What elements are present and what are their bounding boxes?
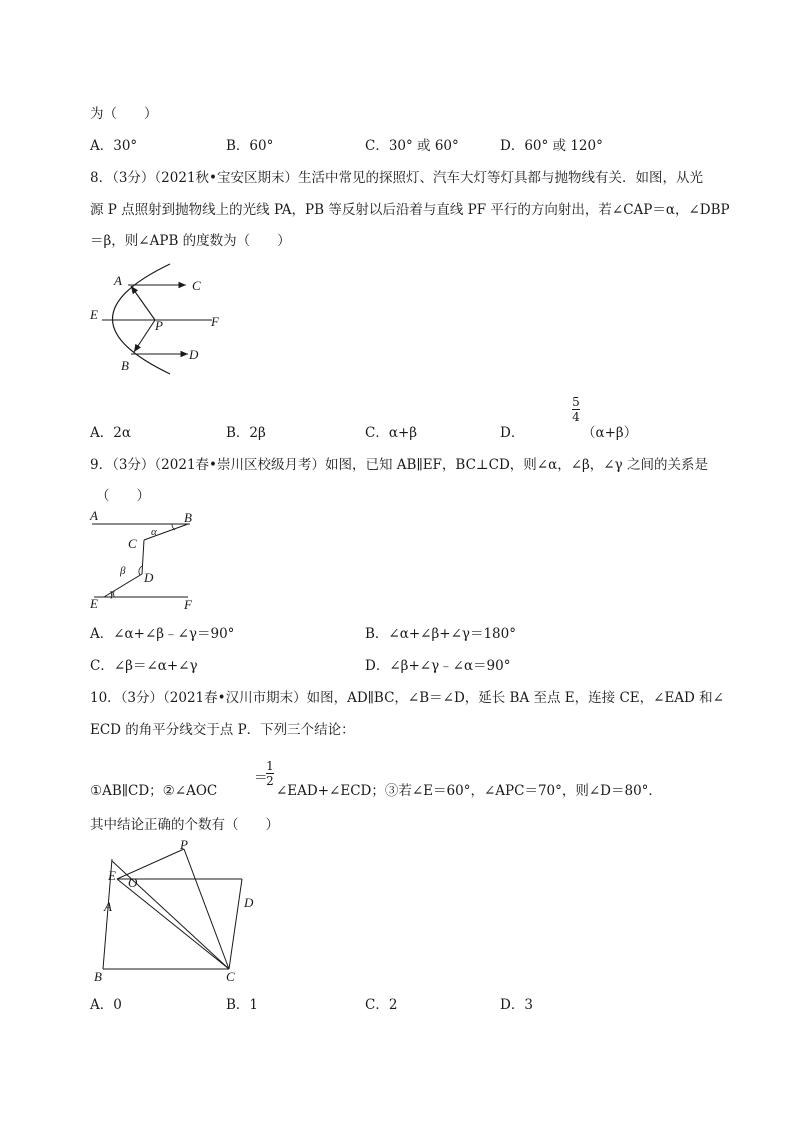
- label-f: F: [184, 597, 192, 612]
- q10-figure-quadrilateral: [86, 837, 266, 987]
- fraction-denominator: 2: [266, 774, 274, 788]
- q8-option-d-tail: （α+β）: [582, 425, 638, 441]
- fraction-numerator: 5: [572, 395, 580, 409]
- q10-stem-line2: ECD 的角平分线交于点 P．下列三个结论：: [90, 722, 355, 738]
- q8-option-d-fraction: [572, 396, 580, 423]
- q7-option-a[interactable]: A．30°: [90, 138, 138, 154]
- q10-conclusion-part1: ①AB∥CD；②∠AOC: [90, 783, 218, 799]
- label-a: A: [114, 273, 122, 288]
- label-d: D: [244, 895, 254, 910]
- q10-conclusion-eq: ＝: [254, 770, 268, 786]
- label-beta: β: [120, 565, 126, 577]
- q9-figure-parallel-lines: [84, 508, 214, 618]
- q8-option-d[interactable]: D．: [500, 425, 525, 441]
- label-e: E: [90, 596, 98, 611]
- label-p: P: [180, 837, 188, 852]
- q10-option-a[interactable]: A．0: [90, 997, 122, 1013]
- q9-stem-line1: 9．（3分）（2021春•崇川区校级月考）如图，已知 AB∥EF，BC⊥CD，则∠α，∠β，∠γ 之间的关系是: [90, 457, 708, 473]
- ray-pa: [131, 286, 155, 320]
- q10-option-d[interactable]: D．3: [500, 997, 533, 1013]
- q8-stem-line2: 源 P 点照射到抛物线上的光线 PA，PB 等反射以后沿着与直线 PF 平行的方向射出，若∠CAP＝α，∠DBP: [90, 202, 730, 218]
- q9-option-a[interactable]: A．∠α+∠β﹣∠γ＝90°: [90, 626, 235, 642]
- q7-option-b[interactable]: B．60°: [226, 138, 274, 154]
- ray-pb: [134, 320, 155, 352]
- fraction-numerator: 1: [266, 759, 274, 773]
- label-a: A: [104, 899, 112, 914]
- q8-stem-line3: ＝β，则∠APB 的度数为（ ）: [90, 233, 291, 249]
- q8-stem-line1: 8．（3分）（2021秋•宝安区期末）生活中常见的探照灯、汽车大灯等灯具都与抛物线有关．如图，从光: [90, 170, 703, 186]
- q10-option-b[interactable]: B．1: [226, 997, 259, 1013]
- label-b: B: [121, 358, 129, 373]
- q8-option-c[interactable]: C．α+β: [365, 425, 418, 441]
- label-c: C: [226, 969, 235, 984]
- q8-figure-parabola: [80, 262, 260, 382]
- label-alpha: α: [151, 526, 157, 538]
- label-gamma: γ: [110, 587, 115, 599]
- segment-dc: [229, 879, 242, 969]
- label-b: B: [94, 969, 102, 984]
- q10-option-c[interactable]: C．2: [365, 997, 398, 1013]
- q7-option-c[interactable]: C．30° 或 60°: [365, 138, 459, 154]
- label-e: E: [90, 307, 98, 322]
- label-c: C: [128, 536, 137, 551]
- label-e: E: [108, 868, 116, 883]
- line-cd: [142, 540, 144, 574]
- q7-option-d[interactable]: D．60° 或 120°: [500, 138, 603, 154]
- q10-conclusion-fraction: [266, 760, 274, 787]
- fraction-denominator: 4: [572, 410, 580, 424]
- q7-stem-end: 为（ ）: [90, 106, 158, 122]
- q10-stem-line4: 其中结论正确的个数有（ ）: [90, 817, 279, 833]
- q8-option-b[interactable]: B．2β: [226, 425, 266, 441]
- label-p: P: [155, 318, 163, 333]
- q9-stem-line2: （ ）: [96, 488, 150, 504]
- q9-option-c[interactable]: C．∠β＝∠α+∠γ: [90, 658, 198, 674]
- label-b: B: [184, 510, 192, 525]
- label-o: O: [128, 875, 138, 890]
- label-f: F: [211, 314, 219, 329]
- q8-option-a[interactable]: A．2α: [90, 425, 131, 441]
- q10-conclusion-part2: ∠EAD+∠ECD；③若∠E＝60°，∠APC＝70°，则∠D＝80°．: [276, 783, 662, 799]
- label-d: D: [144, 570, 154, 585]
- label-c: C: [192, 278, 201, 293]
- q9-option-b[interactable]: B．∠α+∠β+∠γ＝180°: [365, 626, 516, 642]
- q10-stem-line1: 10．（3分）（2021春•汉川市期末）如图，AD∥BC，∠B＝∠D，延长 BA 至点 E，连接 CE，∠EAD 和∠: [90, 690, 724, 706]
- label-d: D: [189, 347, 199, 362]
- q9-option-d[interactable]: D．∠β+∠γ﹣∠α＝90°: [365, 658, 511, 674]
- label-a: A: [90, 508, 98, 523]
